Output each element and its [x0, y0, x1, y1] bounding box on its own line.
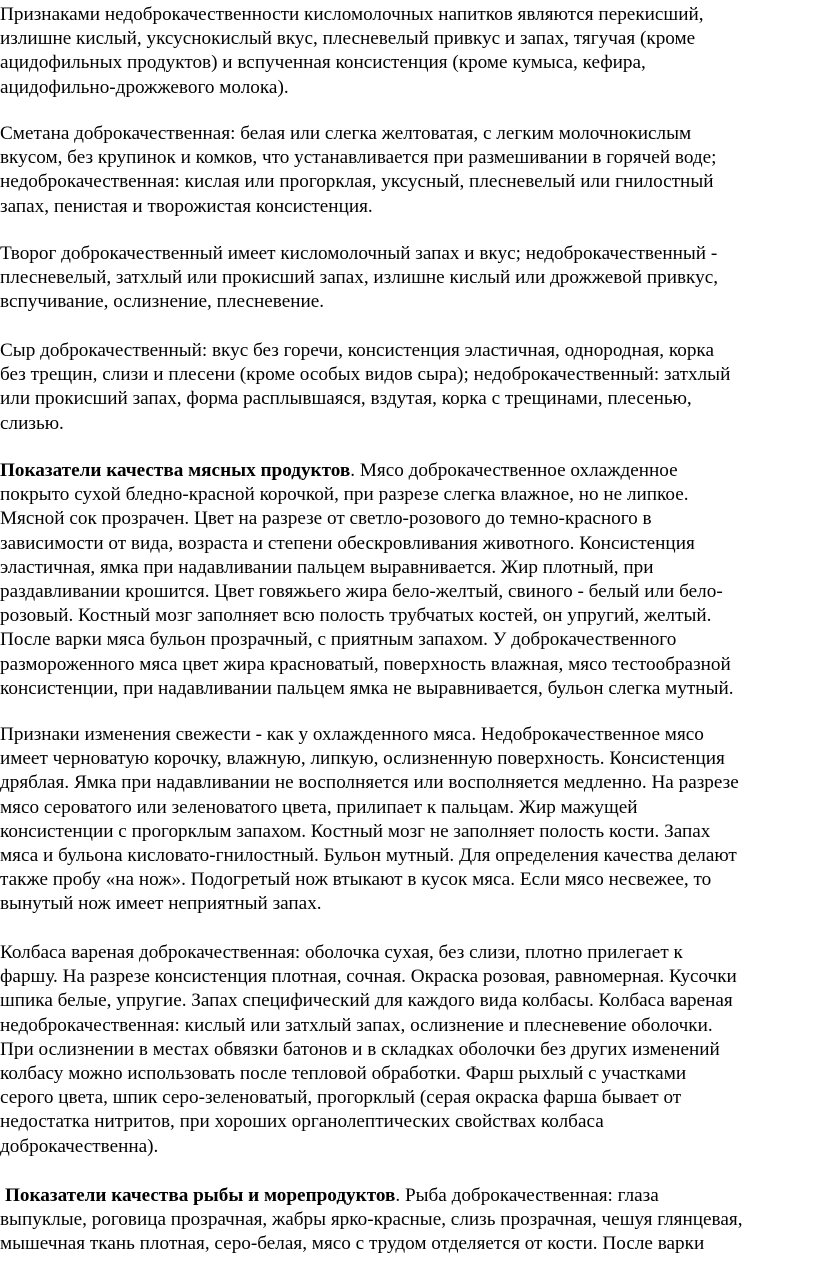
heading-continuation: . Рыба доброкачественная: глаза	[395, 1185, 659, 1206]
text-line: Сыр доброкачественный: вкус без горечи, консистенция эластичная, однородная, корка	[0, 340, 714, 361]
text-line: мясо сероватого или зеленоватого цвета, прилипает к пальцам. Жир мажущей	[0, 796, 638, 818]
text-line: консистенции, при надавливании пальцем ямка не выравнивается, бульон слегка мутный.	[0, 677, 734, 699]
text-line: фаршу. На разрезе консистенция плотная, сочная. Окраска розовая, равномерная. Кусочки	[0, 966, 737, 988]
text-line: шпика белые, упругие. Запах специфический для каждого вида колбасы. Колбаса вареная	[0, 990, 733, 1012]
text-line: мышечная ткань плотная, серо-белая, мясо с трудом отделяется от кости. После варки	[0, 1233, 705, 1255]
text-line	[0, 459, 812, 483]
paragraph-cheese	[0, 339, 812, 436]
text-line: раздавливании крошится. Цвет говяжьего жира бело-желтый, свиного - белый или бело-	[0, 581, 723, 603]
text-line: недостатка нитритов, при хороших органолептических свойствах колбаса	[0, 1111, 604, 1133]
section-heading: Показатели качества рыбы и морепродуктов	[5, 1185, 396, 1206]
text-line: слизью.	[0, 412, 64, 434]
text-line: вынутый нож имеет неприятный запах.	[0, 893, 322, 915]
text-line: колбасу можно использовать после тепловой обработки. Фарш рыхлый с участками	[0, 1063, 687, 1085]
text-line: недоброкачественная: кислый или затхлый запах, ослизнение и плесневение оболочки.	[0, 1014, 713, 1036]
text-line	[0, 1184, 812, 1208]
paragraph-fermented-drinks	[0, 3, 812, 100]
text-line: Сметана доброкачественная: белая или слегка желтоватая, с легким молочнокислым	[0, 123, 692, 144]
text-line: вкусом, без крупинок и комков, что устанавливается при размешивании в горячей воде;	[0, 147, 717, 169]
paragraph-fish-quality	[0, 1184, 812, 1257]
text-line: эластичная, ямка при надавливании пальцем выравнивается. Жир плотный, при	[0, 556, 654, 578]
text-line: имеет черноватую корочку, влажную, липкую, ослизненную поверхность. Консистенция	[0, 748, 725, 770]
paragraph-cottage-cheese	[0, 242, 812, 315]
text-line: запах, пенистая и творожистая консистенция.	[0, 195, 373, 217]
text-line: дряблая. Ямка при надавливании не восполняется или восполняется медленно. На разрезе	[0, 772, 739, 794]
text-line: При ослизнении в местах обвязки батонов и в складках оболочки без других изменений	[0, 1038, 720, 1060]
text-line: ацидофильно-дрожжевого молока).	[0, 76, 289, 98]
text-line: плесневелый, затхлый или прокисший запах, излишне кислый или дрожжевой привкус,	[0, 267, 719, 289]
paragraph-meat-quality	[0, 459, 812, 701]
section-heading: Показатели качества мясных продуктов	[0, 460, 351, 481]
text-line: мяса и бульона кисловато-гнилостный. Бульон мутный. Для определения качества делают	[0, 845, 737, 867]
text-line: покрыто сухой бледно-красной корочкой, при разрезе слегка влажное, но не липкое.	[0, 484, 689, 506]
text-line: серого цвета, шпик серо-зеленоватый, прогорклый (серая окраска фарша бывает от	[0, 1087, 682, 1109]
text-line: Признаки изменения свежести - как у охлажденного мяса. Недоброкачественное мясо	[0, 724, 704, 745]
text-line: После варки мяса бульон прозрачный, с приятным запахом. У доброкачественного	[0, 629, 677, 651]
text-line: также пробу «на нож». Подогретый нож втыкают в кусок мяса. Если мясо несвежее, то	[0, 869, 712, 891]
text-line: без трещин, слизи и плесени (кроме особых видов сыра); недоброкачественный: затхлый	[0, 364, 731, 386]
text-line: зависимости от вида, возраста и степени обескровливания животного. Консистенция	[0, 532, 695, 554]
text-line: ацидофильных продуктов) и вспученная консистенция (кроме кумыса, кефира,	[0, 52, 646, 74]
text-line: Творог доброкачественный имеет кисломолочный запах и вкус; недоброкачественный -	[0, 243, 718, 264]
text-line: Признаками недоброкачественности кисломолочных напитков являются перекисший,	[0, 4, 704, 25]
text-line: розовый. Костный мозг заполняет всю полость трубчатых костей, он упругий, желтый.	[0, 605, 712, 627]
text-line: доброкачественна).	[0, 1135, 159, 1157]
text-line: или прокисший запах, форма расплывшаяся, вздутая, корка с трещинами, плесенью,	[0, 388, 692, 410]
text-line: консистенции с прогорклым запахом. Костный мозг не заполняет полость кости. Запах	[0, 820, 711, 842]
text-line: недоброкачественная: кислая или прогорклая, уксусный, плесневелый или гнилостный	[0, 171, 714, 193]
paragraph-sour-cream	[0, 122, 812, 219]
text-line: выпуклые, роговица прозрачная, жабры ярко-красные, слизь прозрачная, чешуя глянцевая,	[0, 1209, 743, 1231]
text-line: излишне кислый, уксуснокислый вкус, плесневелый привкус и запах, тягучая (кроме	[0, 28, 696, 50]
paragraph-meat-freshness	[0, 723, 812, 917]
text-line: размороженного мяса цвет жира красноватый, поверхность влажная, мясо тестообразной	[0, 653, 731, 675]
text-line: вспучивание, ослизнение, плесневение.	[0, 291, 325, 313]
heading-continuation: . Мясо доброкачественное охлажденное	[350, 460, 678, 481]
text-line: Колбаса вареная доброкачественная: оболочка сухая, без слизи, плотно прилегает к	[0, 942, 683, 963]
paragraph-sausage	[0, 941, 812, 1159]
text-line: Мясной сок прозрачен. Цвет на разрезе от светло-розового до темно-красного в	[0, 508, 652, 530]
